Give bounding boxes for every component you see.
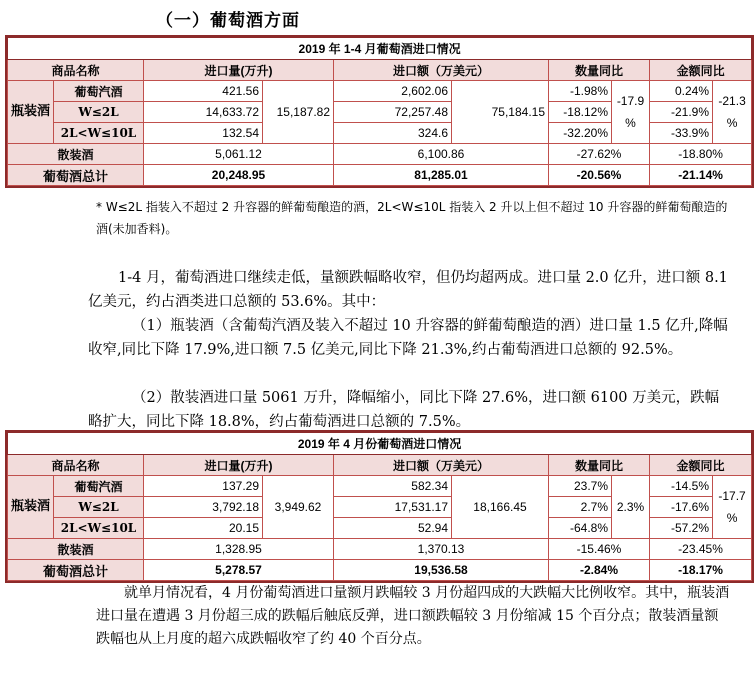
header-amt-yoy: 金额同比 xyxy=(650,455,752,476)
section-heading: （一）葡萄酒方面 xyxy=(156,11,300,31)
paragraph-bottled: （1）瓶装酒（含葡萄汽酒及装入不超过 10 升容器的鲜葡萄酿造的酒）进口量 1.5 亿升,降幅收窄,同比下降 17.9%,进口额 7.5 亿美元,同比下降 21.3%,约占葡萄酒进口总额的 92.5%。 xyxy=(88,318,728,358)
header-volume: 进口量(万升) xyxy=(144,455,334,476)
row-value: 582.34 xyxy=(334,476,452,497)
row-name: 2L<W≤10L xyxy=(54,518,144,539)
row-amt-yoy: 0.24% xyxy=(650,81,713,102)
row-amt-yoy: -23.45% xyxy=(650,539,752,560)
bottled-value-total: 75,184.15 xyxy=(452,81,549,144)
row-volume: 421.56 xyxy=(144,81,263,102)
row-volume: 137.29 xyxy=(144,476,263,497)
row-qty-yoy: -1.98% xyxy=(549,81,612,102)
row-qty-yoy: -15.46% xyxy=(549,539,650,560)
row-amt-yoy: -21.14% xyxy=(650,165,752,186)
footnote: * W≤2L 指装入不超过 2 升容器的鲜葡萄酿造的酒，2L<W≤10L 指装入 2 升以上但不超过 10 升容器的鲜葡萄酿造的酒(未加香料)。 xyxy=(96,200,728,236)
row-value: 17,531.17 xyxy=(334,497,452,518)
table-row xyxy=(8,81,752,102)
row-qty-yoy: -32.20% xyxy=(549,123,612,144)
header-name: 商品名称 xyxy=(8,60,144,81)
row-value: 81,285.01 xyxy=(334,165,549,186)
row-volume: 3,792.18 xyxy=(144,497,263,518)
table-row xyxy=(8,476,752,497)
row-amt-yoy: -21.9% xyxy=(650,102,713,123)
row-qty-yoy: -18.12% xyxy=(549,102,612,123)
row-volume: 20.15 xyxy=(144,518,263,539)
header-value: 进口额（万美元） xyxy=(334,455,549,476)
header-amt-yoy: 金额同比 xyxy=(650,60,752,81)
row-value: 19,536.58 xyxy=(334,560,549,581)
row-amt-yoy: -18.17% xyxy=(650,560,752,581)
header-value: 进口额（万美元） xyxy=(334,60,549,81)
row-qty-yoy: -2.84% xyxy=(549,560,650,581)
row-qty-yoy: 23.7% xyxy=(549,476,612,497)
header-qty-yoy: 数量同比 xyxy=(549,60,650,81)
row-value: 2,602.06 xyxy=(334,81,452,102)
table-row-total xyxy=(8,560,752,581)
row-volume: 132.54 xyxy=(144,123,263,144)
bottled-qty-yoy: -17.9 % xyxy=(612,81,650,144)
row-qty-yoy: -20.56% xyxy=(549,165,650,186)
bottled-value-total: 18,166.45 xyxy=(452,476,549,539)
row-name: 葡萄汽酒 xyxy=(54,476,144,497)
paragraph-closing: 就单月情况看，4 月份葡萄酒进口量额月跌幅较 3 月份超四成的大跌幅大比例收窄。其中，瓶装酒进口量在遭遇 3 月份超三成的跌幅后触底反弹，进口额跌幅较 3 月份缩减 15 个百分点；散装酒量额跌幅也从上月度的超六成跌幅收窄了约 40 个百分点。 xyxy=(96,585,730,647)
row-name: 葡萄酒总计 xyxy=(8,560,144,581)
row-qty-yoy: -64.8% xyxy=(549,518,612,539)
paragraph-bulk: （2）散装酒进口量 5061 万升，降幅缩小，同比下降 27.6%，进口额 6100 万美元，跌幅略扩大，同比下降 18.8%，约占葡萄酒进口总额的 7.5%。 xyxy=(88,390,720,430)
row-amt-yoy: -17.6% xyxy=(650,497,713,518)
row-name: W≤2L xyxy=(54,497,144,518)
row-value: 324.6 xyxy=(334,123,452,144)
bottled-volume-total: 3,949.62 xyxy=(263,476,334,539)
row-name: 散装酒 xyxy=(8,144,144,165)
row-name: 2L<W≤10L xyxy=(54,123,144,144)
table-row-bulk xyxy=(8,539,752,560)
row-volume: 14,633.72 xyxy=(144,102,263,123)
table-title: 2019 年 1-4 月葡萄酒进口情况 xyxy=(8,38,752,60)
row-value: 52.94 xyxy=(334,518,452,539)
row-qty-yoy: 2.7% xyxy=(549,497,612,518)
wine-import-table-apr xyxy=(7,432,752,581)
row-amt-yoy: -57.2% xyxy=(650,518,713,539)
table-title: 2019 年 4 月份葡萄酒进口情况 xyxy=(8,433,752,455)
row-value: 6,100.86 xyxy=(334,144,549,165)
row-name: 葡萄酒总计 xyxy=(8,165,144,186)
table-row-total xyxy=(8,165,752,186)
row-amt-yoy: -18.80% xyxy=(650,144,752,165)
header-name: 商品名称 xyxy=(8,455,144,476)
row-volume: 5,061.12 xyxy=(144,144,334,165)
paragraph-summary: 1-4 月，葡萄酒进口继续走低，量额跌幅略收窄，但仍均超两成。进口量 2.0 亿升，进口额 8.1 亿美元，约占酒类进口总额的 53.6%。其中： xyxy=(88,270,728,310)
row-value: 72,257.48 xyxy=(334,102,452,123)
header-volume: 进口量(万升) xyxy=(144,60,334,81)
row-volume: 20,248.95 xyxy=(144,165,334,186)
bottled-volume-total: 15,187.82 xyxy=(263,81,334,144)
bottled-label: 瓶装酒 xyxy=(8,81,54,144)
bottled-amt-yoy: -17.7 % xyxy=(713,476,752,539)
header-qty-yoy: 数量同比 xyxy=(549,455,650,476)
row-name: W≤2L xyxy=(54,102,144,123)
row-volume: 5,278.57 xyxy=(144,560,334,581)
row-name: 散装酒 xyxy=(8,539,144,560)
table-row-bulk xyxy=(8,144,752,165)
bottled-label: 瓶装酒 xyxy=(8,476,54,539)
bottled-amt-yoy: -21.3 % xyxy=(713,81,752,144)
row-volume: 1,328.95 xyxy=(144,539,334,560)
row-name: 葡萄汽酒 xyxy=(54,81,144,102)
row-qty-yoy: -27.62% xyxy=(549,144,650,165)
row-value: 1,370.13 xyxy=(334,539,549,560)
row-amt-yoy: -14.5% xyxy=(650,476,713,497)
row-amt-yoy: -33.9% xyxy=(650,123,713,144)
bottled-qty-yoy: 2.3% xyxy=(612,476,650,539)
wine-import-table-jan-apr xyxy=(7,37,752,186)
